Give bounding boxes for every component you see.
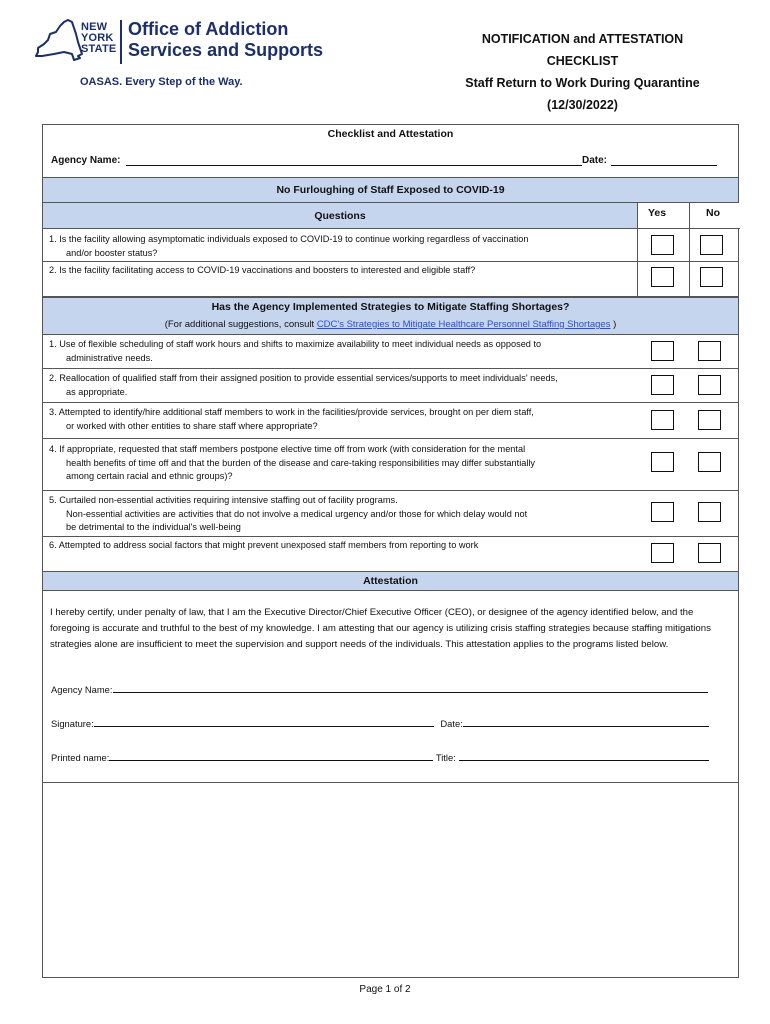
note-suffix: ) (610, 319, 617, 330)
no-checkbox[interactable] (698, 502, 721, 522)
agency-date-row (43, 155, 738, 171)
item-text-continued: among certain racial and ethnic groups)? (66, 471, 233, 481)
title-line-1: NOTIFICATION and ATTESTATION (481, 32, 684, 46)
date-label: Date: (582, 155, 608, 166)
yes-checkbox[interactable] (651, 502, 674, 522)
no-header: No (706, 207, 720, 219)
section2-title: Has the Agency Implemented Strategies to Mitigate Staffing Shortages? (211, 301, 570, 313)
office-name-line2: Services and Supports (128, 40, 324, 60)
title-line-3: Staff Return to Work During Quarantine (465, 76, 700, 90)
title-field[interactable] (459, 750, 709, 761)
logo-divider (120, 20, 122, 64)
section2-item-4 (43, 439, 738, 491)
item-text: 2. Reallocation of qualified staff from their assigned position to provide essential services/supports to meet individuals' needs, (49, 373, 558, 383)
title-line-2: CHECKLIST (546, 54, 619, 68)
checklist-form (42, 124, 739, 978)
no-checkbox[interactable] (700, 267, 723, 287)
yes-checkbox[interactable] (651, 452, 674, 472)
section2-item-1 (43, 335, 738, 369)
office-name-line1: Office of Addiction (128, 19, 289, 39)
agency-name-label: Agency Name: (51, 155, 121, 166)
no-checkbox[interactable] (698, 410, 721, 430)
item-text-continued: be detrimental to the individual's well-being (66, 522, 241, 532)
no-column-divider (689, 203, 690, 297)
programs-listing-area[interactable] (43, 783, 738, 977)
page-number: Page 1 of 2 (359, 984, 411, 995)
att-agency-field[interactable] (113, 682, 708, 693)
questions-header: Questions (314, 210, 366, 222)
no-checkbox[interactable] (698, 375, 721, 395)
agency-name-field[interactable] (126, 155, 582, 166)
item-text: 4. If appropriate, requested that staff members postpone elective time off from work (with consideration for the mental (49, 444, 526, 454)
signature-field[interactable] (94, 716, 434, 727)
note-prefix: (For additional suggestions, consult (164, 319, 317, 330)
signature-row (51, 716, 709, 729)
att-agency-label: Agency Name: (51, 684, 113, 695)
section2-item-3 (43, 403, 738, 439)
questions-header-row (43, 203, 738, 229)
state-word-state: STATE (81, 43, 117, 55)
cdc-strategies-link[interactable]: CDC's Strategies to Mitigate Healthcare Personnel Staffing Shortages (316, 319, 611, 330)
question-text-continued: and/or booster status? (66, 247, 158, 258)
state-word-york: YORK (81, 32, 114, 44)
att-date-label: Date: (440, 718, 463, 729)
item-text-continued: Non-essential activities are activities that do not involve a medical urgency and/or those for which delay would not (66, 508, 528, 519)
att-date-field[interactable] (463, 716, 709, 727)
section1-question-2 (43, 262, 738, 297)
question-text: 1. Is the facility allowing asymptomatic individuals exposed to COVID-19 to continue working regardless of vaccination (49, 234, 529, 244)
yes-checkbox[interactable] (651, 375, 674, 395)
office-name (128, 19, 323, 61)
date-field[interactable] (611, 155, 717, 166)
item-text-continued: administrative needs. (66, 352, 153, 363)
printed-name-field[interactable] (109, 750, 433, 761)
section1-question-1 (43, 229, 738, 262)
tagline: OASAS. Every Step of the Way. (80, 76, 243, 88)
section2-item-5 (43, 491, 738, 537)
att-agency-row (51, 682, 708, 695)
attestation-title: Attestation (43, 571, 738, 591)
printed-name-label: Printed name: (51, 752, 110, 763)
no-checkbox[interactable] (698, 452, 721, 472)
no-checkbox[interactable] (698, 543, 721, 563)
title-label: Title: (435, 752, 456, 763)
question-text: 2. Is the facility facilitating access to COVID-19 vaccinations and boosters to interested and eligible staff? (49, 265, 476, 275)
yes-checkbox[interactable] (651, 341, 674, 361)
item-text: 6. Attempted to address social factors that might prevent unexposed staff members from reporting to work (49, 540, 479, 550)
section2-note (43, 319, 738, 330)
yes-header: Yes (648, 207, 667, 219)
section2-header (43, 297, 738, 335)
yes-checkbox[interactable] (651, 267, 674, 287)
item-text-continued: or worked with other entities to share staff where appropriate? (66, 420, 318, 431)
yes-column-divider (637, 203, 638, 297)
section1-title: No Furloughing of Staff Exposed to COVID-19 (43, 177, 738, 203)
yes-checkbox[interactable] (651, 235, 674, 255)
item-text: 1. Use of flexible scheduling of staff work hours and shifts to maximize availability to meet individual needs as opposed to (49, 339, 542, 349)
form-heading: Checklist and Attestation (327, 128, 454, 140)
item-text-continued: health benefits of time off and that the burden of the disease and care-taking responsibilities may differ substantially (66, 457, 536, 468)
section2-item-2 (43, 369, 738, 403)
no-checkbox[interactable] (700, 235, 723, 255)
yes-checkbox[interactable] (651, 410, 674, 430)
printed-name-row (51, 750, 709, 763)
attestation-paragraph: I hereby certify, under penalty of law, that I am the Executive Director/Chief Executive Officer (CEO), or designee of the agency identified below, and the foregoing is accurate and truthful to the best of my knowledge. I am attesting that our agency is utilizing crisis staffing strategies because staffing mitigations strategies alone are insufficient to meet the supervision and support needs of the individuals. This attestation applies to the programs listed below. (50, 607, 711, 650)
title-line-4: (12/30/2022) (547, 98, 618, 112)
state-word-new: NEW (81, 21, 108, 33)
yes-checkbox[interactable] (651, 543, 674, 563)
state-wordmark (81, 22, 116, 55)
oasas-logo (34, 16, 324, 96)
signature-label: Signature: (51, 718, 94, 729)
section2-item-6 (43, 537, 738, 571)
document-title (440, 28, 725, 116)
item-text: 3. Attempted to identify/hire additional staff members to work in the facilities/provide services, brought on per diem staff, (49, 407, 534, 417)
item-text: 5. Curtailed non-essential activities requiring intensive staffing out of facility programs. (49, 495, 398, 505)
item-text-continued: as appropriate. (66, 386, 128, 397)
no-checkbox[interactable] (698, 341, 721, 361)
new-york-state-outline-icon (34, 18, 86, 64)
